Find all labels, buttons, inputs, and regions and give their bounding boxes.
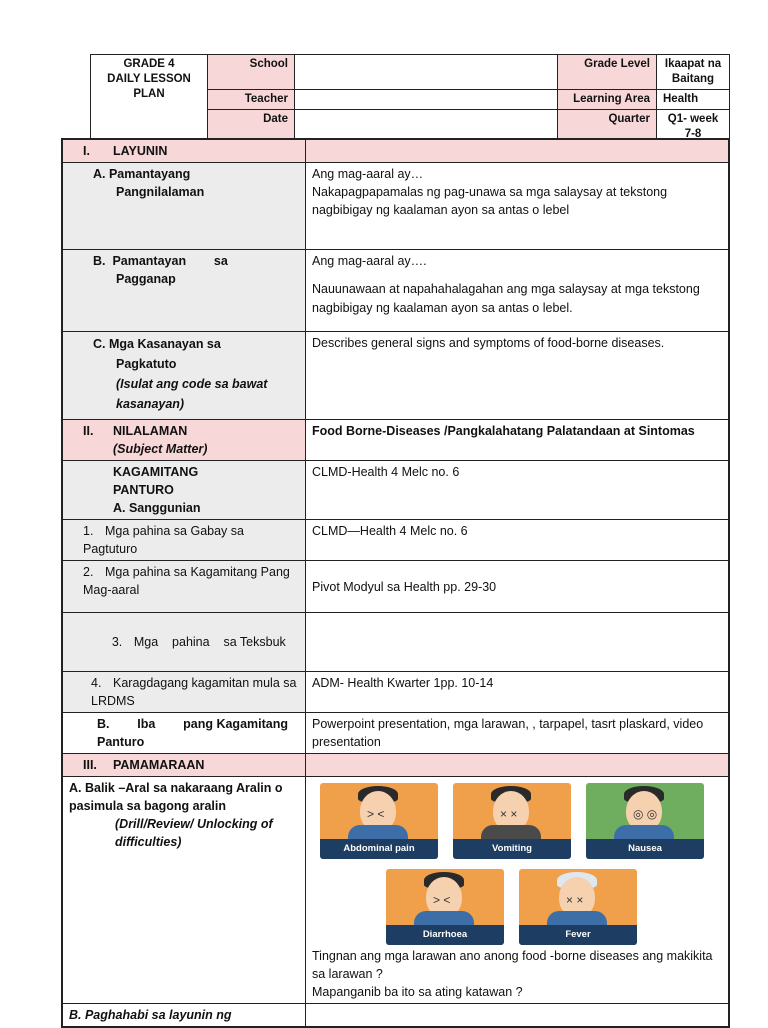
learning-area-label: Learning Area — [558, 90, 657, 110]
layunin-heading — [62, 139, 306, 163]
label-italic: (Isulat ang code sa bawat kasanayan) — [116, 377, 268, 411]
ref-item-2-content: Pivot Modyul sa Health pp. 29-30 — [306, 561, 730, 613]
ref-label: Mga pahina sa Teksbuk — [133, 635, 286, 649]
paghahabi-content — [306, 1004, 730, 1028]
vomiting-image — [453, 783, 571, 859]
header-table — [90, 54, 730, 145]
roman-numeral: III. — [83, 758, 97, 772]
label-text: A. Balik –Aral sa nakaraang Aralin o pasimula sa bagong aralin — [69, 781, 283, 813]
label-line: Pagkatuto — [116, 357, 177, 371]
kagamitan-label — [62, 461, 306, 520]
roman-numeral: II. — [83, 424, 94, 438]
section-title: PAMAMARAAN — [113, 758, 205, 772]
school-value[interactable] — [295, 55, 558, 90]
ref-label: Mga pahina sa Gabay sa Pagtuturo — [83, 524, 244, 556]
grade-level-line: Ikaapat na — [664, 58, 722, 70]
section-title: NILALAMAN — [113, 424, 188, 438]
learning-area-value: Health — [657, 90, 730, 110]
balik-aral-content — [306, 777, 730, 1004]
ref-item-4-content: ADM- Health Kwarter 1pp. 10-14 — [306, 672, 730, 713]
nausea-image — [586, 783, 704, 859]
kasanayan-content: Describes general signs and symptoms of food-borne diseases. — [306, 332, 730, 420]
label-line: PANTURO — [113, 483, 174, 497]
ref-item-3-content — [306, 613, 730, 672]
quarter-label: Quarter — [558, 110, 657, 145]
pamantayang-content — [306, 163, 730, 250]
section-subtitle: (Subject Matter) — [113, 442, 208, 456]
nilalaman-heading — [62, 420, 306, 461]
label-line: A. Pamantayang — [93, 167, 191, 181]
diarrhoea-image — [386, 869, 504, 945]
plan-title — [91, 55, 208, 145]
plan-title-line: PLAN — [133, 88, 165, 100]
abdominal-pain-image — [320, 783, 438, 859]
section-title: LAYUNIN — [113, 144, 168, 158]
ref-item-2-label — [62, 561, 306, 613]
content-line: Ang mag-aaral ay…. — [312, 254, 427, 268]
face-expression: × × — [500, 807, 518, 821]
balik-aral-label — [62, 777, 306, 1004]
quarter-value: Q1- week 7-8 — [657, 110, 730, 145]
iba-label: B. Iba pang Kagamitang Panturo — [62, 713, 306, 754]
fever-image — [519, 869, 637, 945]
paghahabi-label: B. Paghahabi sa layunin ng — [62, 1004, 306, 1028]
ref-number: 3. — [111, 635, 123, 649]
ref-label: Karagdagang kagamitan mula sa LRDMS — [91, 676, 297, 708]
ref-number: 2. — [83, 565, 94, 579]
image-caption: Abdominal pain — [320, 839, 438, 859]
ref-label: Mga pahina sa Kagamitang Pang Mag-aaral — [83, 565, 290, 597]
grade-level-label: Grade Level — [558, 55, 657, 90]
grade-level-value — [657, 55, 730, 90]
pamantayang-label — [62, 163, 306, 250]
kagamitan-content: CLMD-Health 4 Melc no. 6 — [306, 461, 730, 520]
plan-title-line: DAILY LESSON — [107, 73, 191, 85]
pamamaraan-heading — [62, 754, 306, 777]
symptom-images — [312, 781, 722, 947]
label-line: B. Pamantayan sa — [93, 254, 228, 268]
grade-level-line: Baitang — [671, 73, 715, 85]
teacher-value[interactable] — [295, 90, 558, 110]
ref-item-1-content: CLMD—Health 4 Melc no. 6 — [306, 520, 730, 561]
label-line: A. Sanggunian — [113, 501, 201, 515]
label-line: Pangnilalaman — [116, 185, 205, 199]
ref-item-3-label — [62, 613, 306, 672]
lesson-table — [61, 138, 730, 1028]
face-expression: > < — [367, 807, 385, 821]
label-line: KAGAMITANG — [113, 465, 199, 479]
image-caption: Fever — [519, 925, 637, 945]
pagganap-content — [306, 250, 730, 332]
plan-title-line: GRADE 4 — [123, 58, 175, 70]
ref-item-4-label — [62, 672, 306, 713]
ref-number: 1. — [83, 524, 94, 538]
face-expression: × × — [566, 893, 584, 907]
date-label: Date — [208, 110, 295, 145]
label-line: C. Mga Kasanayan sa — [93, 337, 221, 351]
ref-number: 4. — [91, 676, 102, 690]
content-line: Nauunawaan at napahahalagahan ang mga salaysay at mga tekstong nagbibigay ng kaalaman ayon sa antas o lebel. — [312, 282, 700, 315]
layunin-empty — [306, 139, 730, 163]
roman-numeral: I. — [83, 144, 90, 158]
image-caption: Diarrhoea — [386, 925, 504, 945]
question-line: Mapanganib ba ito sa ating katawan ? — [312, 985, 523, 999]
nilalaman-content: Food Borne-Diseases /Pangkalahatang Palatandaan at Sintomas — [306, 420, 730, 461]
content-line: Nakapagpapamalas ng pag-unawa sa mga salaysay at tekstong nagbibigay ng kaalaman ayon sa antas o lebel — [312, 185, 668, 217]
image-caption: Vomiting — [453, 839, 571, 859]
content-line: Ang mag-aaral ay… — [312, 167, 424, 181]
pagganap-label — [62, 250, 306, 332]
ref-item-1-label — [62, 520, 306, 561]
face-expression: ◎ ◎ — [633, 807, 658, 821]
kasanayan-label — [62, 332, 306, 420]
instruction-line: Tingnan ang mga larawan ano anong food -borne diseases ang makikita sa larawan ? — [312, 949, 713, 981]
pamamaraan-empty — [306, 754, 730, 777]
image-caption: Nausea — [586, 839, 704, 859]
label-italic: (Drill/Review/ Unlocking of difficulties) — [115, 817, 273, 849]
iba-content: Powerpoint presentation, mga larawan, , tarpapel, tasrt plaskard, video presentation — [306, 713, 730, 754]
face-expression: > < — [433, 893, 451, 907]
label-line: Pagganap — [116, 272, 176, 286]
school-label: School — [208, 55, 295, 90]
teacher-label: Teacher — [208, 90, 295, 110]
